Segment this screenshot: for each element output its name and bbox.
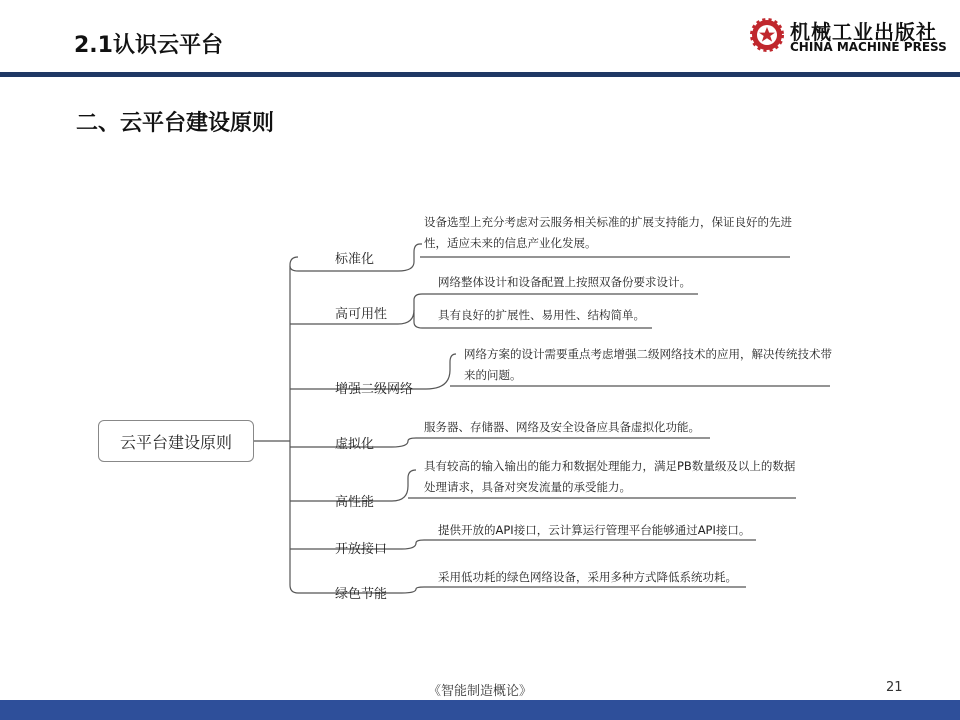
detail-connector-0	[398, 244, 422, 271]
detail-high-availability-2: 具有良好的扩展性、易用性、结构简单。	[438, 308, 645, 322]
detail-high-performance: 具有较高的输入输出的能力和数据处理能力，满足PB数量级及以上的数据处理请求，具备对突发流量的承受能力。	[424, 459, 796, 494]
detail-open-interface: 提供开放的API接口，云计算运行管理平台能够通过API接口。	[438, 523, 751, 537]
mindmap-root: 云平台建设原则	[98, 420, 254, 462]
detail-line-5	[402, 540, 756, 549]
branch-label-standardization: 标准化	[335, 252, 375, 267]
detail-green-energy: 采用低功耗的绿色网络设备，采用多种方式降低系统功耗。	[438, 570, 737, 584]
detail-enhanced-l2-network: 网络方案的设计需要重点考虑增强二级网络技术的应用，解决传统技术带来的问题。	[464, 347, 832, 382]
detail-connector-2	[426, 354, 456, 389]
footer-book-title: 《智能制造概论》	[427, 684, 532, 699]
branch-label-high-availability: 高可用性	[335, 307, 388, 322]
branch-label-enhanced-l2-network: 增强二级网络	[335, 382, 414, 397]
detail-standardization: 设备选型上充分考虑对云服务相关标准的扩展支持能力，保证良好的先进性，适应未来的信息产业化发展。	[424, 215, 792, 250]
detail-connector-4	[392, 470, 416, 501]
branch-label-green-energy: 绿色节能	[335, 587, 388, 602]
publisher-name-cn: 机械工业出版社	[790, 20, 937, 44]
section-title: 2.1认识云平台	[74, 33, 223, 58]
branch-label-high-performance: 高性能	[335, 495, 375, 510]
page-number: 21	[886, 680, 903, 695]
detail-line-3	[392, 438, 710, 447]
detail-high-availability-1: 网络整体设计和设备配置上按照双备份要求设计。	[438, 275, 691, 289]
detail-virtualization: 服务器、存储器、网络及安全设备应具备虚拟化功能。	[424, 420, 700, 434]
slide-heading: 二、云平台建设原则	[76, 111, 275, 136]
footer-bar	[0, 700, 960, 720]
trunk-line	[290, 257, 298, 593]
branch-label-virtualization: 虚拟化	[335, 437, 375, 452]
branch-label-open-interface: 开放接口	[335, 542, 388, 557]
publisher-name-en: CHINA MACHINE PRESS	[790, 40, 947, 54]
